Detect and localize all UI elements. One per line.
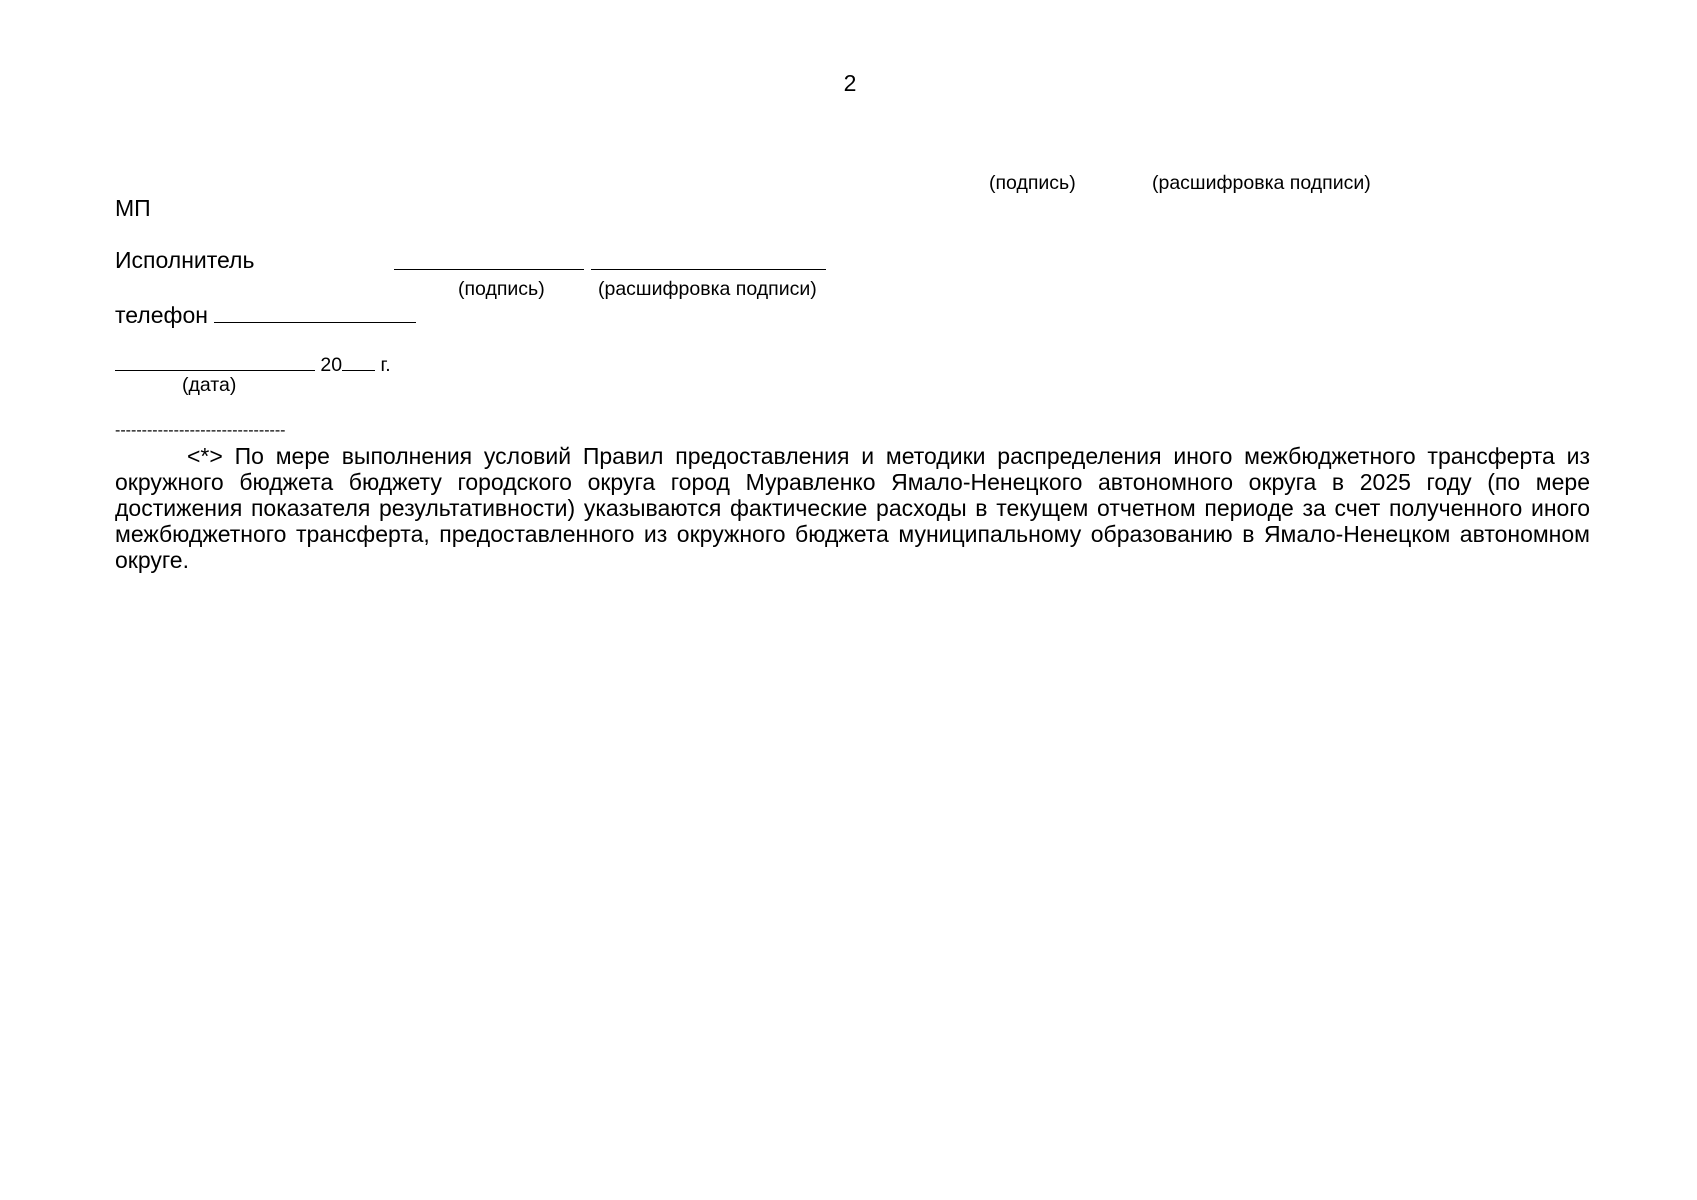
date-year-prefix: 20 [320, 354, 343, 376]
date-year-suffix: г. [380, 354, 391, 376]
executor-signature-line [394, 247, 584, 275]
executor-signature-caption: (подпись) [458, 278, 545, 300]
date-line [115, 352, 315, 371]
head-signature-caption: (подпись) [989, 172, 1076, 194]
phone-row [115, 300, 416, 329]
footnote-text: <*> По мере выполнения условий Правил предоставления и методики распределения иного межбюджетного трансферта из окружного бюджета бюджету городского округа город Муравленко Ямало-Ненецкого автономного округа в 2025 году (по мере достижения показателя результативности) указываются фактические расходы в текущем отчетном периоде за счет полученного иного межбюджетного трансферта, предоставленного из окружного бюджета муниципальному образованию в Ямало-Ненецком автономном округе. [115, 443, 1590, 573]
date-caption: (дата) [182, 374, 237, 396]
executor-decryption-line [591, 247, 826, 275]
head-signature-decryption-caption: (расшифровка подписи) [1152, 172, 1371, 194]
phone-line [214, 300, 416, 323]
phone-label: телефон [115, 302, 208, 328]
page-number: 2 [843, 70, 857, 96]
executor-decryption-caption: (расшифровка подписи) [598, 278, 817, 300]
date-year-line [342, 352, 375, 371]
executor-label: Исполнитель [115, 247, 255, 273]
footnote-separator: -------------------------------- [115, 422, 286, 439]
stamp-label: МП [115, 195, 151, 221]
date-row [115, 352, 391, 377]
